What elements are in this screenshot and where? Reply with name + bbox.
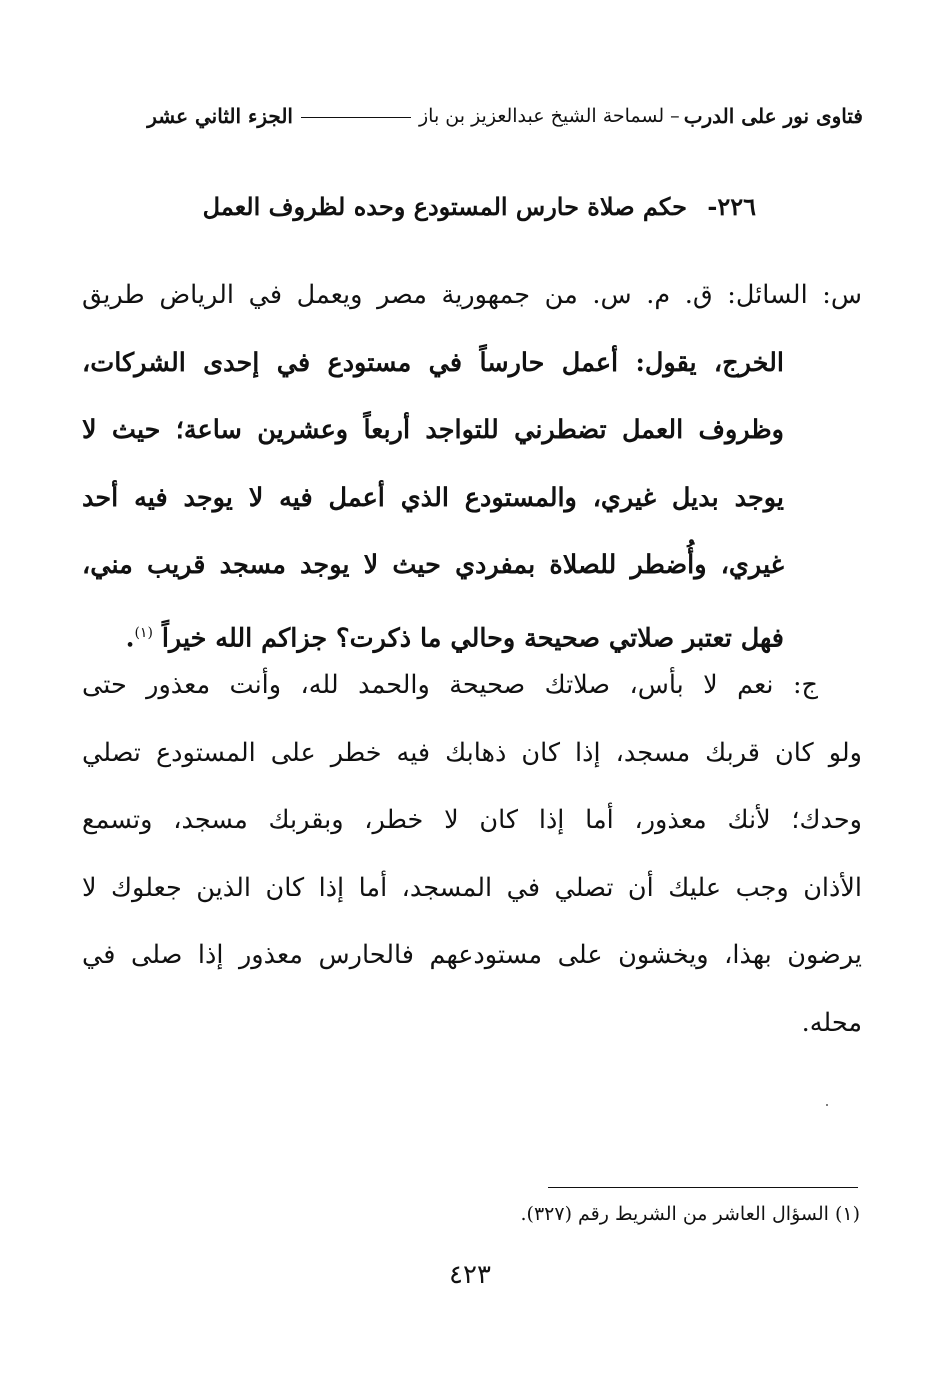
question-line: س: السائل: ق. م. س. من جمهورية مصر ويعمل في الرياض طريق xyxy=(82,280,862,310)
footnote-divider xyxy=(548,1187,858,1188)
question-line: غيري، وأُضطر للصلاة بمفردي حيث لا يوجد مسجد قريب مني، xyxy=(82,550,784,580)
answer-line: يرضون بهذا، ويخشون على مستودعهم فالحارس معذور إذا صلى في xyxy=(82,940,862,970)
volume-label: الجزء الثاني عشر xyxy=(147,104,293,128)
print-speck xyxy=(826,1104,828,1106)
page-number: ٤٢٣ xyxy=(449,1260,491,1290)
header-rule xyxy=(301,117,411,118)
fatwa-heading xyxy=(150,192,756,221)
answer-line: وحدك؛ لأنك معذور، أما إذا كان لا خطر، وبقربك مسجد، وتسمع xyxy=(82,805,862,835)
running-header xyxy=(95,98,863,134)
answer-paragraph xyxy=(82,652,862,1057)
question-paragraph xyxy=(82,262,862,673)
footnote-reference[interactable]: (١) xyxy=(134,624,153,641)
question-line: الخرج، يقول: أعمل حارساً في مستودع في إحدى الشركات، xyxy=(82,347,784,378)
answer-line: محله. xyxy=(801,1007,862,1038)
question-line: وظروف العمل تضطرني للتواجد أربعاً وعشرين ساعة؛ حيث لا xyxy=(82,415,784,445)
answer-line: ولو كان قربك مسجد، إذا كان ذهابك فيه خطر على المستودع تصلي xyxy=(82,737,862,768)
fatwa-title: حكم صلاة حارس المستودع وحده لظروف العمل xyxy=(202,192,687,221)
author-line: – لسماحة الشيخ عبدالعزيز بن باز xyxy=(418,105,680,127)
footnote: (١) السؤال العاشر من الشريط رقم (٣٢٧). xyxy=(520,1203,860,1225)
fatwa-number: ٢٢٦- xyxy=(707,192,756,221)
question-body xyxy=(82,330,784,673)
question-line-last: فهل تعتبر صلاتي صحيحة وحالي ما ذكرت؟ جزاكم الله خيراً $^{(١)}$. xyxy=(125,623,784,653)
question-line: يوجد بديل غيري، والمستودع الذي أعمل فيه لا يوجد فيه أحد xyxy=(82,482,784,513)
question-line: فهل تعتبر صلاتي صحيحة وحالي ما ذكرت؟ جزاكم الله خيراً xyxy=(161,623,784,653)
answer-line: ج: نعم لا بأس، صلاتك صحيحة والحمد لله، وأنت معذور حتى xyxy=(82,670,818,700)
series-title: فتاوى نور على الدرب xyxy=(683,104,863,128)
answer-line: الأذان وجب عليك أن تصلي في المسجد، أما إذا كان الذين جعلوك لا xyxy=(82,872,862,903)
